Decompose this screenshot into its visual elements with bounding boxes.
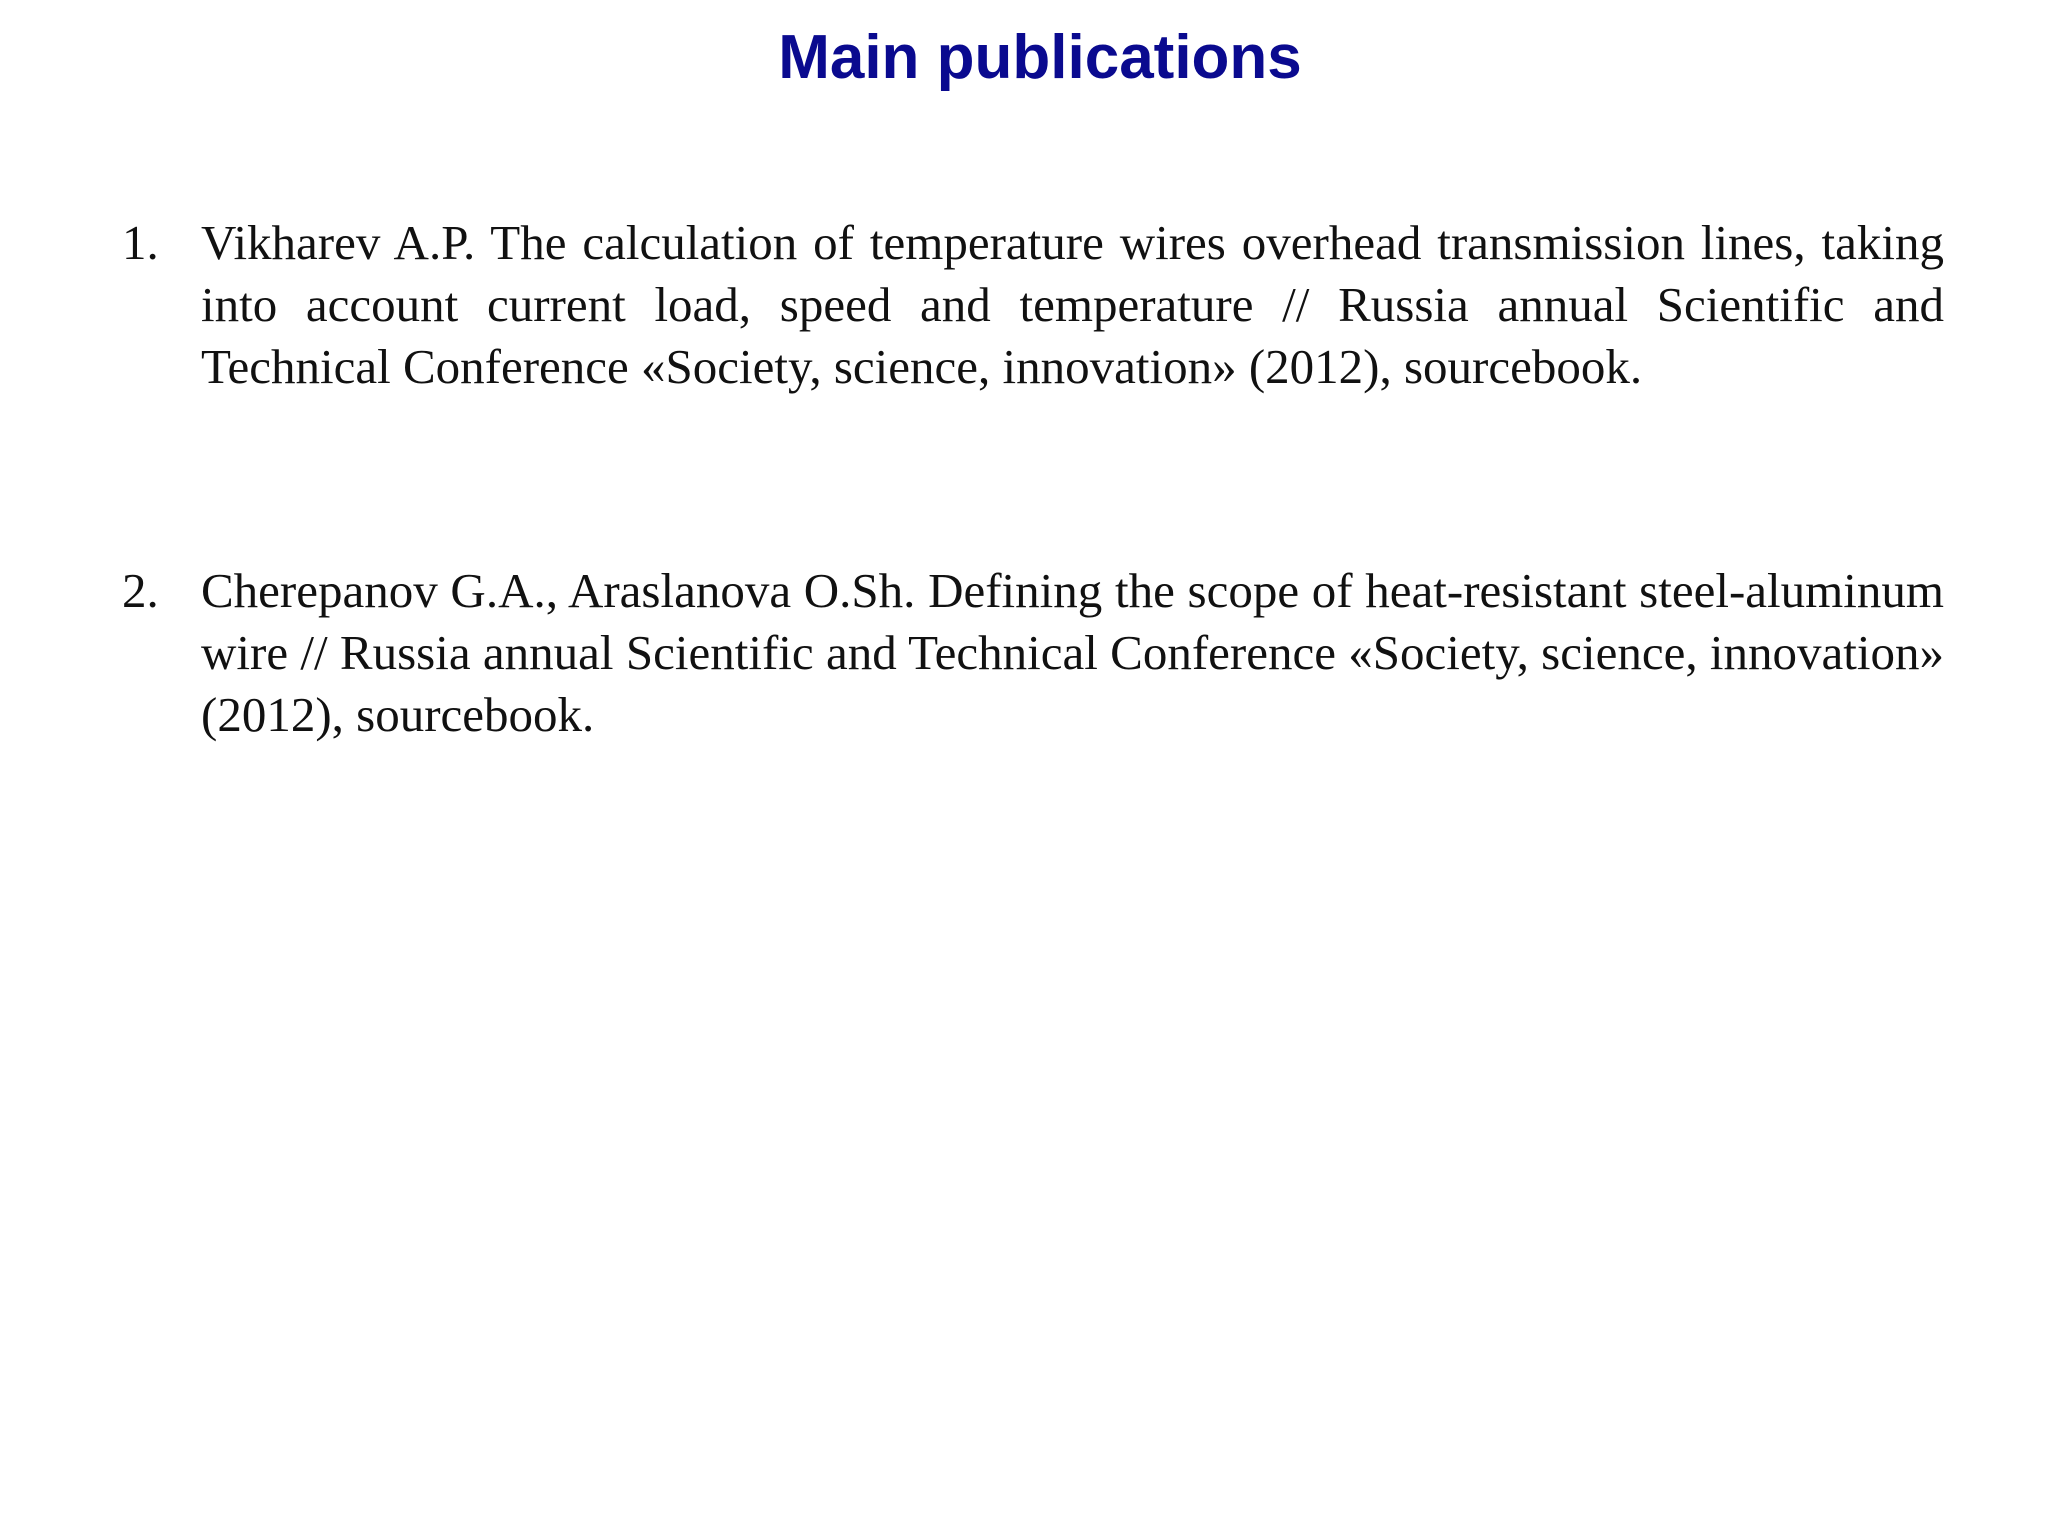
page-title: Main publications <box>778 23 1302 92</box>
publication-citation: Vikharev A.P. The calculation of temperature wires overhead transmission lines, taking into account current load, speed and temperature // Russia annual Scientific and Technical Conference «Society, science, innovation» (2012), sourcebook. <box>201 215 1944 394</box>
publication-citation: Cherepanov G.A., Araslanova O.Sh. Defining the scope of heat-resistant steel-aluminum wire // Russia annual Scientific and Technical Conference «Society, science, innovation» (2012), sourcebook. <box>201 563 1944 742</box>
publication-number: 1. <box>122 215 159 270</box>
publication-number: 2. <box>122 563 159 618</box>
